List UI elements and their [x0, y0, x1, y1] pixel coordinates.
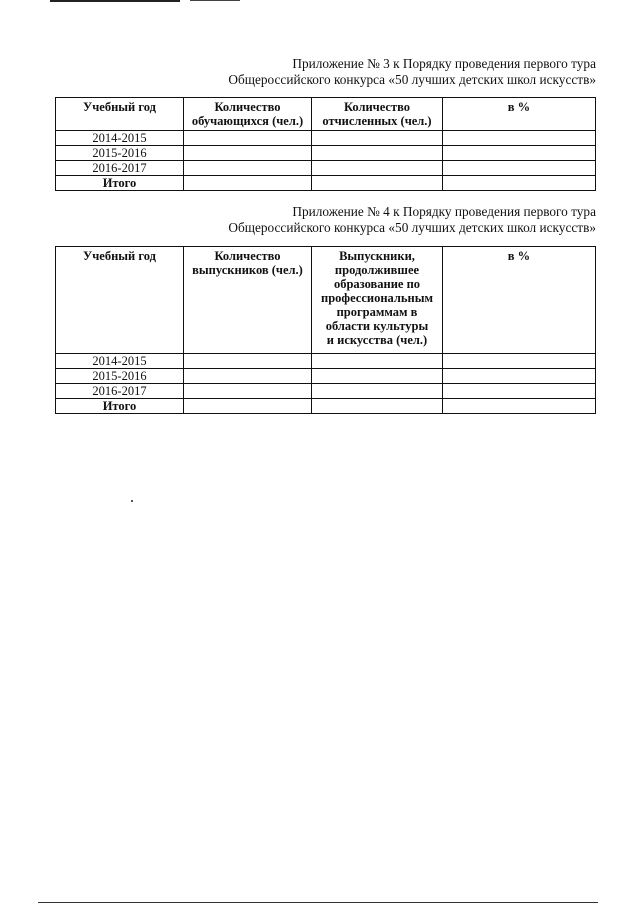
table-row	[56, 146, 596, 161]
empty-cell[interactable]	[312, 146, 443, 161]
empty-cell[interactable]	[184, 369, 312, 384]
column-header-academic-year	[56, 98, 184, 131]
scan-artifact-dot	[131, 500, 133, 502]
column-header-academic-year	[56, 247, 184, 354]
header-line: образование по	[333, 277, 421, 291]
empty-cell[interactable]	[443, 161, 596, 176]
empty-cell[interactable]	[312, 399, 443, 414]
row-year-cell: 2016-2017	[56, 161, 184, 176]
empty-cell[interactable]	[312, 354, 443, 369]
appendix-3-table	[55, 97, 596, 191]
empty-cell[interactable]	[184, 384, 312, 399]
column-header-student-count	[184, 98, 312, 131]
appendix-4-header	[228, 204, 596, 236]
header-line: программам в	[336, 305, 418, 319]
appendix-4-title-line2: Общероссийского конкурса «50 лучших детских школ искусств»	[228, 220, 596, 235]
empty-cell[interactable]	[312, 131, 443, 146]
appendix-3-title-line1: Приложение № 3 к Порядку проведения первого тура	[292, 56, 596, 71]
empty-cell[interactable]	[312, 369, 443, 384]
header-line: Количество	[214, 249, 281, 263]
scan-artifact-top	[50, 0, 180, 2]
header-line: профессиональным	[321, 291, 433, 305]
header-line: выпускников (чел.)	[192, 263, 303, 277]
scan-artifact-top-secondary	[190, 0, 240, 1]
table-row	[56, 354, 596, 369]
header-line: Количество	[343, 100, 411, 114]
empty-cell[interactable]	[443, 399, 596, 414]
empty-cell[interactable]	[184, 354, 312, 369]
header-line: в %	[507, 100, 531, 114]
appendix-3-header	[228, 56, 596, 88]
empty-cell[interactable]	[443, 369, 596, 384]
header-line: области культуры	[325, 319, 429, 333]
total-label-cell: Итого	[56, 176, 184, 191]
empty-cell[interactable]	[312, 161, 443, 176]
empty-cell[interactable]	[184, 146, 312, 161]
empty-cell[interactable]	[443, 131, 596, 146]
table-row	[56, 161, 596, 176]
column-header-percent	[443, 98, 596, 131]
empty-cell[interactable]	[184, 161, 312, 176]
row-year-cell: 2014-2015	[56, 131, 184, 146]
row-year-cell: 2015-2016	[56, 146, 184, 161]
column-header-percent	[443, 247, 596, 354]
header-line: и искусства (чел.)	[326, 333, 428, 347]
header-line: в %	[507, 249, 531, 263]
empty-cell[interactable]	[184, 399, 312, 414]
empty-cell[interactable]	[312, 176, 443, 191]
empty-cell[interactable]	[184, 131, 312, 146]
table-row	[56, 131, 596, 146]
row-year-cell: 2015-2016	[56, 369, 184, 384]
row-year-cell: 2014-2015	[56, 354, 184, 369]
header-line: Учебный год	[83, 100, 156, 114]
row-year-cell: 2016-2017	[56, 384, 184, 399]
empty-cell[interactable]	[312, 384, 443, 399]
empty-cell[interactable]	[443, 384, 596, 399]
table-row	[56, 369, 596, 384]
column-header-graduate-count	[184, 247, 312, 354]
total-label-cell: Итого	[56, 399, 184, 414]
empty-cell[interactable]	[443, 176, 596, 191]
empty-cell[interactable]	[184, 176, 312, 191]
scan-artifact-bottom	[38, 902, 598, 903]
column-header-expelled-count	[312, 98, 443, 131]
header-line: обучающихся (чел.)	[191, 114, 304, 128]
header-line: Количество	[214, 100, 281, 114]
header-line: Выпускники,	[339, 249, 415, 263]
header-line: продолжившее	[334, 263, 420, 277]
empty-cell[interactable]	[443, 354, 596, 369]
header-line: Учебный год	[83, 249, 156, 263]
table-total-row	[56, 399, 596, 414]
table-header-row	[56, 247, 596, 354]
column-header-continuing-graduates	[312, 247, 443, 354]
header-line: отчисленных (чел.)	[322, 114, 432, 128]
appendix-4-table	[55, 246, 596, 414]
empty-cell[interactable]	[443, 146, 596, 161]
table-total-row	[56, 176, 596, 191]
appendix-3-title-line2: Общероссийского конкурса «50 лучших детских школ искусств»	[228, 72, 596, 87]
appendix-4-title-line1: Приложение № 4 к Порядку проведения первого тура	[292, 204, 596, 219]
table-header-row	[56, 98, 596, 131]
table-row	[56, 384, 596, 399]
